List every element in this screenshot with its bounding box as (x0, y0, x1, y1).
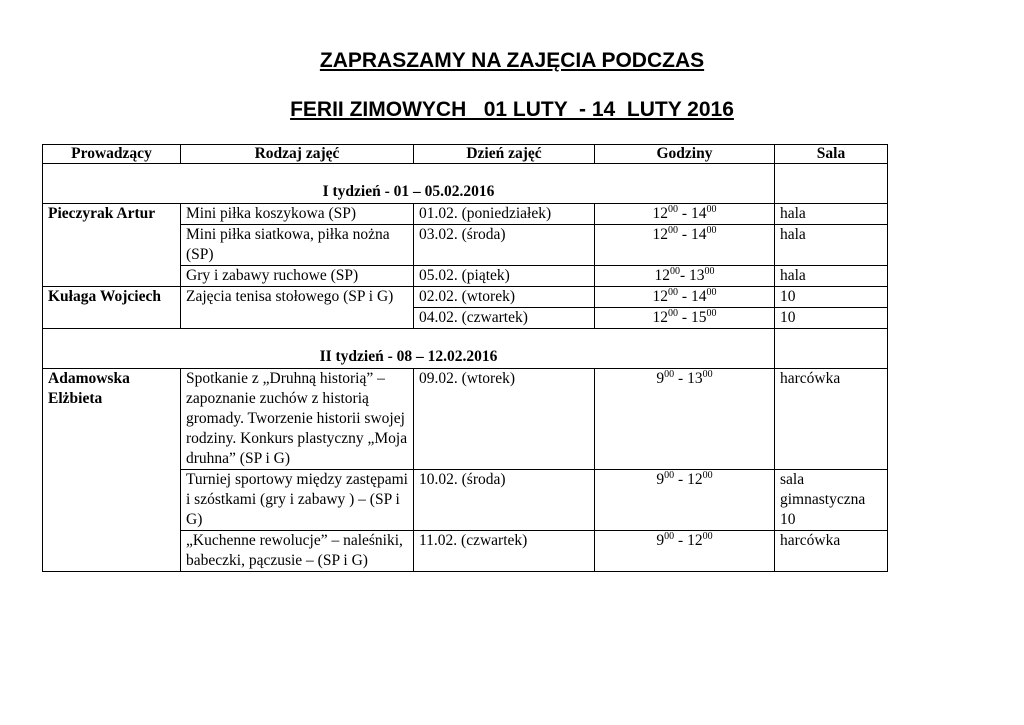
day-cell: 11.02. (czwartek) (414, 531, 595, 572)
column-header-hours: Godziny (595, 145, 775, 164)
page-title: ZAPRASZAMY NA ZAJĘCIA PODCZAS (319, 49, 705, 72)
room-cell: hala (775, 204, 888, 225)
room-cell: harcówka (775, 369, 888, 470)
day-cell: 04.02. (czwartek) (414, 308, 595, 329)
table-row (43, 369, 888, 470)
week-label: I tydzień - 01 – 05.02.2016 (43, 164, 775, 204)
table-header-row (43, 145, 888, 164)
hours-cell: $9^{00} - 12^{00}$ (595, 531, 775, 572)
room-cell: hala (775, 225, 888, 266)
leader-cell: Kułaga Wojciech (43, 287, 181, 329)
room-cell: 10 (775, 287, 888, 308)
hours-cell: $12^{00}-$ $13^{00}$ (595, 266, 775, 287)
hours-cell: $9^{00} - 12^{00}$ (595, 470, 775, 531)
activity-cell: Turniej sportowy między zastępami i szóstkami (gry i zabawy ) – (SP i G) (181, 470, 414, 531)
hours-cell: $9^{00} - 13^{00}$ (595, 369, 775, 470)
activity-cell: „Kuchenne rewolucje” – naleśniki, babeczki, pączusie – (SP i G) (181, 531, 414, 572)
table-row (43, 204, 888, 225)
week-blank-cell (775, 329, 888, 369)
column-header-day: Dzień zajęć (414, 145, 595, 164)
day-cell: 05.02. (piątek) (414, 266, 595, 287)
room-cell: 10 (775, 308, 888, 329)
activity-cell: Gry i zabawy ruchowe (SP) (181, 266, 414, 287)
room-cell: sala gimnastyczna 10 (775, 470, 888, 531)
column-header-leader: Prowadzący (43, 145, 181, 164)
table-row (43, 287, 888, 308)
week-row (43, 329, 888, 369)
schedule-table (42, 144, 888, 572)
hours-cell: $12^{00} - 14^{00}$ (595, 204, 775, 225)
day-cell: 01.02. (poniedziałek) (414, 204, 595, 225)
activity-cell: Mini piłka koszykowa (SP) (181, 204, 414, 225)
column-header-activity: Rodzaj zajęć (181, 145, 414, 164)
column-header-room: Sala (775, 145, 888, 164)
leader-cell: Adamowska Elżbieta (43, 369, 181, 572)
room-cell: hala (775, 266, 888, 287)
week-blank-cell (775, 164, 888, 204)
activity-cell: Mini piłka siatkowa, piłka nożna (SP) (181, 225, 414, 266)
page-subtitle: FERII ZIMOWYCH 01 LUTY - 14 LUTY 2016 (290, 98, 734, 121)
week-label: II tydzień - 08 – 12.02.2016 (43, 329, 775, 369)
hours-cell: $12^{00} - 14^{00}$ (595, 225, 775, 266)
leader-cell: Pieczyrak Artur (43, 204, 181, 287)
hours-cell: $12^{00} - 15^{00}$ (595, 308, 775, 329)
day-cell: 10.02. (środa) (414, 470, 595, 531)
day-cell: 09.02. (wtorek) (414, 369, 595, 470)
room-cell: harcówka (775, 531, 888, 572)
hours-cell: $12^{00} - 14^{00}$ (595, 287, 775, 308)
week-row (43, 164, 888, 204)
activity-cell: Zajęcia tenisa stołowego (SP i G) (181, 287, 414, 329)
day-cell: 02.02. (wtorek) (414, 287, 595, 308)
day-cell: 03.02. (środa) (414, 225, 595, 266)
activity-cell: Spotkanie z „Druhną historią” – zapoznanie zuchów z historią gromady. Tworzenie historii swojej rodziny. Konkurs plastyczny „Moja druhna” (SP i G) (181, 369, 414, 470)
